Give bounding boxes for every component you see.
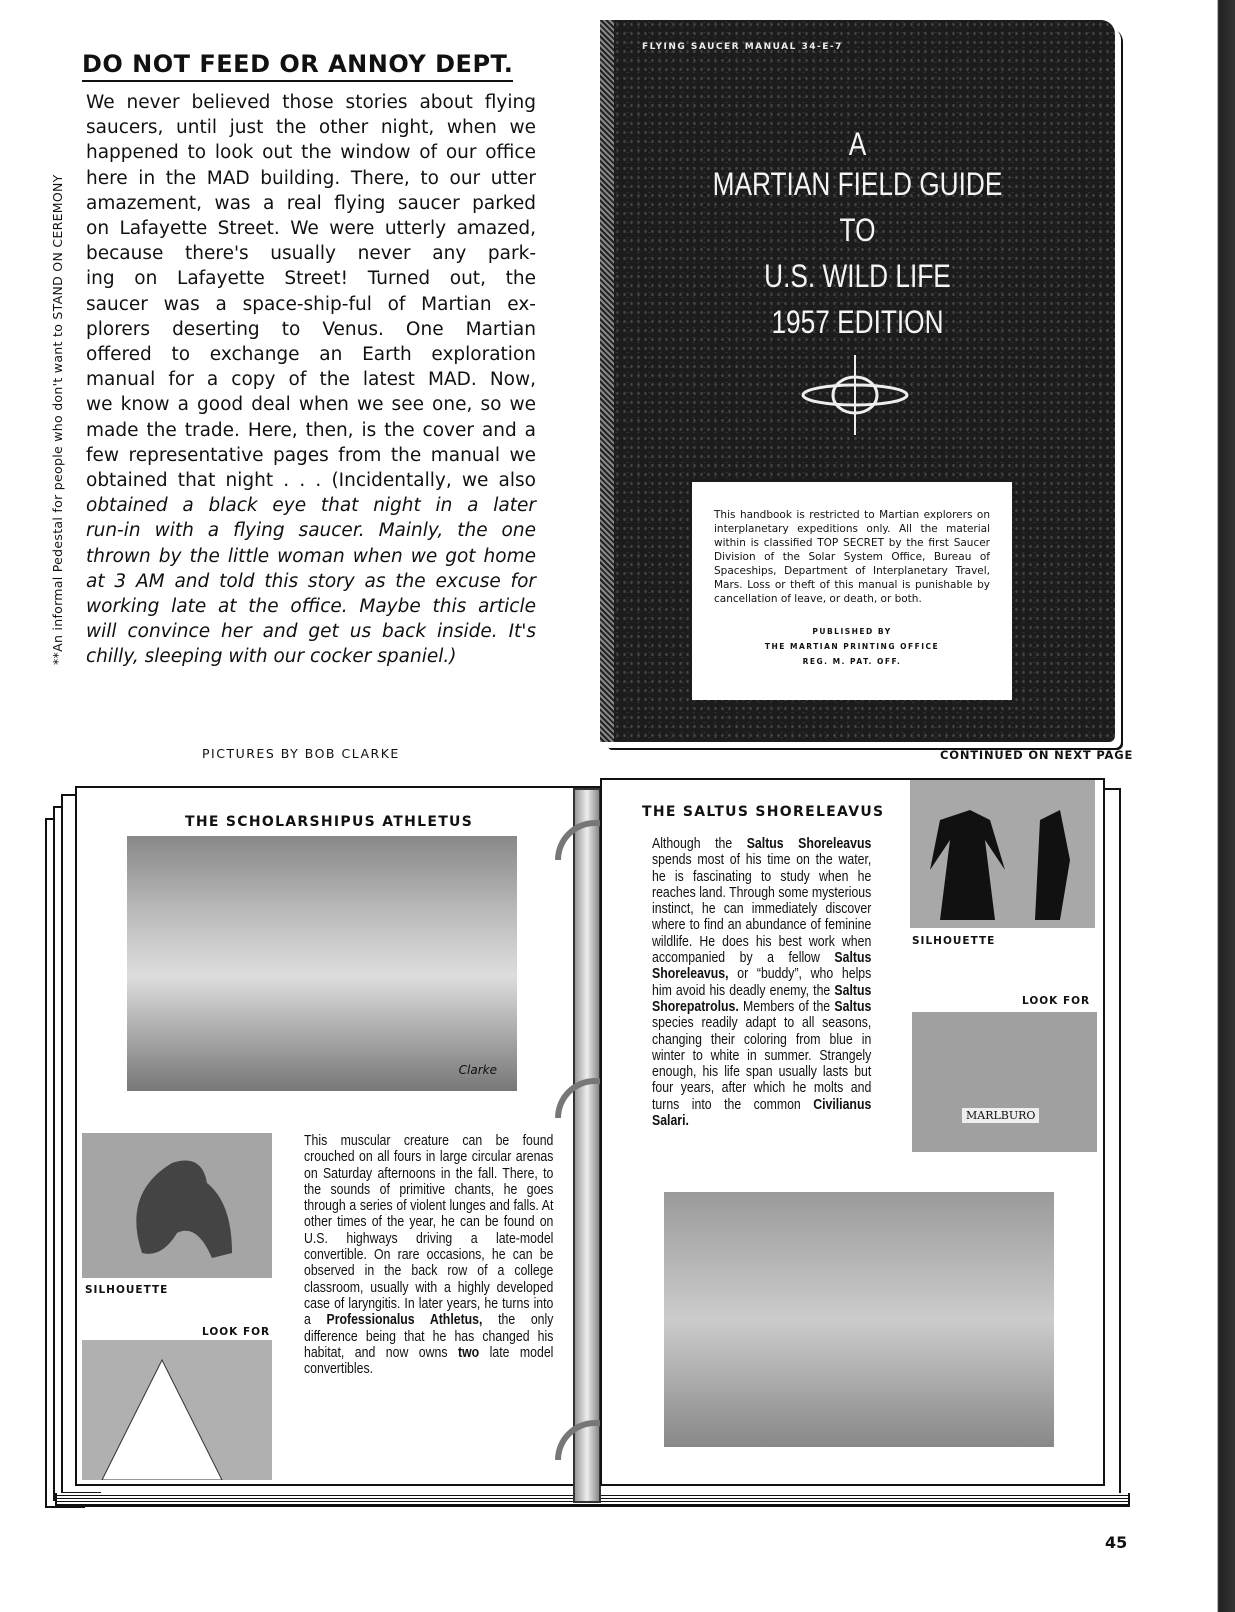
intro-line: obtained that night . . . (Incidentally, we also (86, 470, 536, 492)
left-look-for-label: LOOK FOR (202, 1326, 271, 1338)
intro-line: offered to exchange an Earth exploration (86, 344, 536, 366)
published-by: PUBLISHED BY (812, 627, 892, 636)
intro-line: obtained a black eye that night in a later (86, 495, 536, 517)
publisher: THE MARTIAN PRINTING OFFICE (764, 642, 940, 651)
intro-text (86, 90, 536, 670)
intro-line: because there's usually never any park- (86, 243, 536, 265)
cover-spine (600, 20, 614, 742)
right-body-text: Although the Saltus Shoreleavus spends most of his time on the water, he is fascinating to study when he reaches land. Through some mysterious instinct, he can immediately discover where to find an abundance of feminine wildlife. He does his best work when accompanied by a fellow Saltus Shoreleavus, or “buddy”, who helps him avoid his deadly enemy, the Saltus Shorepatrolus. Members of the Saltus species readily adapt to all seasons, changing their coloring from blue in winter to white in summer. Strangely enough, his life span usually lasts but four years, after which he molts and turns into the common Civilianus Salari. (652, 836, 872, 1130)
left-page (75, 786, 605, 1486)
page-edge (1205, 0, 1235, 1612)
page-number: 45 (1105, 1533, 1128, 1552)
intro-line: saucer was a space-ship-ful of Martian ex- (86, 293, 536, 315)
continued: CONTINUED ON NEXT PAGE (940, 748, 1134, 762)
intro-line: at 3 AM and told this story as the excuse for (86, 570, 536, 592)
intro-line: we know a good deal when we see one, so we (86, 394, 536, 416)
artist-signature: Clarke (458, 1063, 497, 1077)
right-silhouette-label: SILHOUETTE (912, 935, 996, 947)
sidebar-note: **An informal Pedestal for people who don't want to STAND ON CEREMONY (50, 174, 65, 665)
intro-line: will convince her and get us back inside. It's (86, 621, 536, 643)
intro-line: plorers deserting to Venus. One Martian (86, 318, 536, 340)
intro-line: manual for a copy of the latest MAD. Now, (86, 369, 536, 391)
manual-cover (600, 20, 1115, 742)
right-look-for-label: LOOK FOR (1022, 995, 1091, 1007)
football-illustration (127, 836, 517, 1091)
cover-line: MARTIAN FIELD GUIDE (712, 166, 1003, 202)
article-title: DO NOT FEED OR ANNOY DEPT. (82, 50, 513, 82)
manual-code: FLYING SAUCER MANUAL 34-E-7 (642, 42, 843, 52)
left-silhouette-label: SILHOUETTE (85, 1284, 169, 1296)
intro-line: chilly, sleeping with our cocker spaniel.) (86, 646, 457, 668)
tattoo-banner: MARLBURO (962, 1108, 1039, 1123)
open-book (45, 778, 1130, 1540)
cover-line: A (848, 126, 867, 162)
registration: REG. M. PAT. OFF. (802, 657, 902, 666)
binder-spine (573, 788, 601, 1503)
intro-line: few representative pages from the manual we (86, 444, 536, 466)
cover-line: TO (839, 212, 876, 248)
tattoo-image (912, 1012, 1097, 1152)
credit: PICTURES BY BOB CLARKE (202, 746, 400, 761)
intro-line: on Lafayette Street. We were utterly amazed, (86, 218, 536, 240)
intro-line: thrown by the little woman when we got home (86, 545, 536, 567)
cover-line: U.S. WILD LIFE (764, 258, 951, 294)
left-heading: THE SCHOLARSHIPUS ATHLETUS (185, 814, 474, 830)
intro-line: amazement, was a real flying saucer parked (86, 192, 536, 214)
athlete-look-for-image (82, 1340, 272, 1480)
notice-text: This handbook is restricted to Martian explorers on interplanetary expeditions only. All the material within is classified TOP SECRET by the first Saucer Division of the Solar System Office, Bureau of Spaceships, Department of Interplanetary Travel, Mars. Loss or theft of this manual is punishable by cancellation of leave, or death, or both. (714, 509, 990, 605)
intro-line: We never believed those stories about flying (86, 92, 536, 113)
sailor-silhouette-image (910, 780, 1095, 928)
intro-line: happened to look out the window of our office (86, 142, 536, 164)
right-heading: THE SALTUS SHORELEAVUS (642, 804, 885, 820)
intro-line: here in the MAD building. There, to our utter (86, 167, 536, 189)
sailor-illustration (664, 1192, 1054, 1447)
intro-line: made the trade. Here, then, is the cover and a (86, 419, 536, 441)
flying-saucer-icon (800, 355, 910, 435)
intro-line: run-in with a flying saucer. Mainly, the one (86, 520, 536, 542)
notice-label (692, 482, 1012, 700)
right-page (600, 778, 1105, 1486)
cover-line: 1957 EDITION (771, 304, 944, 340)
intro-line: saucers, until just the other night, when we (86, 117, 536, 139)
intro-line: working late at the office. Maybe this article (86, 596, 536, 618)
athlete-silhouette-image (82, 1133, 272, 1278)
intro-line: ing on Lafayette Street! Turned out, the (86, 268, 536, 290)
left-body-text: This muscular creature can be found crouched on all fours in large circular arenas on Saturday afternoons in the fall. There, to the sounds of primitive chants, he goes through a series of violent lunges and falls. At other times of the year, he can be found on U.S. highways driving a late-model convertible. On rare occasions, he can be observed in the back row of a college classroom, usually with a highly developed case of laryngitis. In later years, he turns into a Professionalus Athletus, the only difference being that he has changed his habitat, and now owns two late model convertibles. (304, 1133, 554, 1378)
